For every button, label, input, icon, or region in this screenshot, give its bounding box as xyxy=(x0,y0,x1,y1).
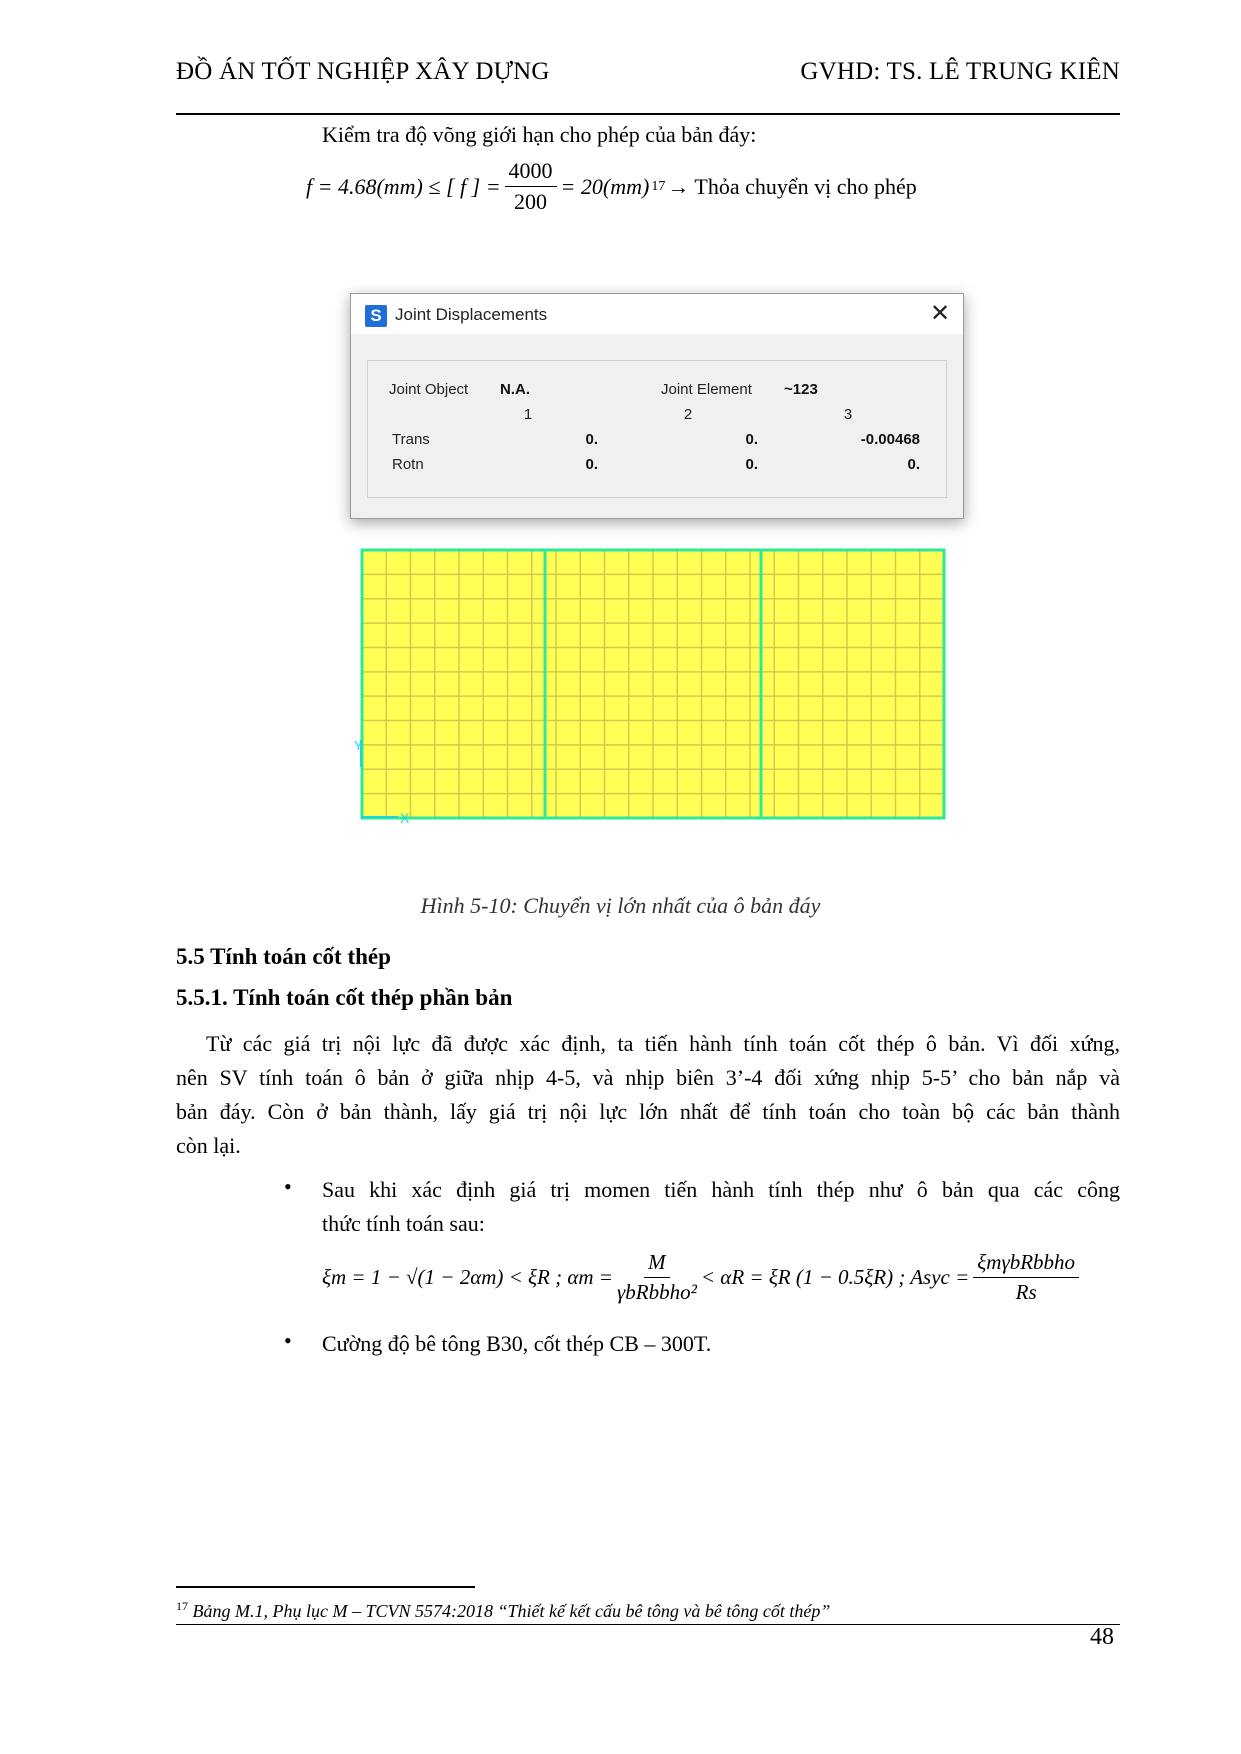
slab-mesh-figure xyxy=(350,540,960,830)
footer-rule xyxy=(176,1624,1120,1625)
paragraph-line: còn lại. xyxy=(176,1133,241,1158)
steel-formula-part1: ξm = 1 − √(1 − 2αm) < ξR ; αm = xyxy=(322,1265,613,1289)
col-header: 1 xyxy=(523,406,533,423)
as-fraction xyxy=(973,1250,1079,1305)
header-title-left: ĐỒ ÁN TỐT NGHIỆP XÂY DỰNG xyxy=(176,58,550,85)
col-header: 3 xyxy=(843,406,853,423)
trans-value-2: 0. xyxy=(745,431,758,448)
footnote-rule xyxy=(176,1586,475,1588)
header-rule xyxy=(176,113,1120,115)
joint-displacements-dialog xyxy=(350,293,964,519)
bullet1-line: thức tính toán sau: xyxy=(322,1211,485,1236)
trans-value-3: -0.00468 xyxy=(860,431,920,448)
row-label-trans: Trans xyxy=(392,431,430,448)
bullet-icon: • xyxy=(284,1328,292,1353)
row-label-rotn: Rotn xyxy=(392,456,424,473)
dialog-titlebar[interactable] xyxy=(351,294,963,334)
close-icon[interactable]: ✕ xyxy=(929,300,951,327)
paragraph-line: bản đáy. Còn ở bản thành, lấy giá trị nội lực lớn nhất để tính toán cho toàn bộ các bản thành xyxy=(176,1099,1120,1124)
axis-y-label: Y xyxy=(354,738,363,753)
section-title: 5.5 Tính toán cốt thép xyxy=(176,944,391,969)
deflection-conclusion: → Thỏa chuyển vị cho phép xyxy=(667,173,917,199)
axis-x-label: X xyxy=(400,810,410,826)
deflection-fraction xyxy=(505,158,557,215)
bullet1-line: Sau khi xác định giá trị momen tiến hành tính thép như ô bản qua các công xyxy=(322,1177,1120,1202)
bullet2-text: Cường độ bê tông B30, cốt thép CB – 300T. xyxy=(322,1331,712,1356)
subsection-title: 5.5.1. Tính toán cốt thép phần bản xyxy=(176,985,513,1010)
footnote-text: Bảng M.1, Phụ lục M – TCVN 5574:2018 “Thiết kế kết cấu bê tông và bê tông cốt thép” xyxy=(192,1601,831,1621)
joint-object-value: N.A. xyxy=(500,381,530,398)
joint-object-label: Joint Object xyxy=(389,381,469,398)
deflection-denominator: 200 xyxy=(514,189,548,214)
alpha-numerator: M xyxy=(644,1250,670,1278)
page-number: 48 xyxy=(1090,1624,1114,1650)
joint-element-label: Joint Element xyxy=(661,381,752,398)
deflection-formula xyxy=(306,158,917,215)
col-header: 2 xyxy=(683,406,693,423)
footnote xyxy=(176,1599,830,1622)
as-numerator: ξmγbRbbho xyxy=(973,1250,1079,1278)
rotn-value-3: 0. xyxy=(907,456,920,473)
joint-element-value: ~123 xyxy=(784,381,818,398)
steel-formula xyxy=(322,1250,1083,1305)
intro-line: Kiểm tra độ võng giới hạn cho phép của bản đáy: xyxy=(322,122,757,147)
figure-caption: Hình 5-10: Chuyển vị lớn nhất của ô bản đáy xyxy=(420,893,821,918)
paragraph-line: Từ các giá trị nội lực đã được xác định, ta tiến hành tính toán cốt thép ô bản. Vì đối xứng, xyxy=(206,1031,1120,1056)
footnote-number: 17 xyxy=(176,1599,188,1613)
deflection-numerator: 4000 xyxy=(505,158,557,187)
paragraph-line: nên SV tính toán ô bản ở giữa nhịp 4-5, và nhịp biên 3’-4 đối xứng nhịp 5-5’ cho bản nắp và xyxy=(176,1065,1120,1090)
footnote-ref[interactable]: 17 xyxy=(651,178,666,194)
sap-app-icon: S xyxy=(365,305,387,327)
bullet-icon: • xyxy=(284,1174,292,1199)
alpha-denominator: γbRbbho² xyxy=(616,1280,697,1304)
rotn-value-1: 0. xyxy=(585,456,598,473)
dialog-title: Joint Displacements xyxy=(395,305,548,324)
deflection-lhs: f = 4.68(mm) ≤ [ f ] = xyxy=(306,173,501,199)
as-denominator: Rs xyxy=(1015,1280,1037,1304)
displacement-group xyxy=(367,360,947,498)
header-title-right: GVHD: TS. LÊ TRUNG KIÊN xyxy=(800,58,1120,85)
alpha-fraction xyxy=(617,1250,697,1305)
trans-value-1: 0. xyxy=(585,431,598,448)
rotn-value-2: 0. xyxy=(745,456,758,473)
deflection-rhs: = 20(mm) xyxy=(560,173,650,199)
steel-formula-part2: < αR = ξR (1 − 0.5ξR) ; Asyc = xyxy=(700,1265,970,1289)
